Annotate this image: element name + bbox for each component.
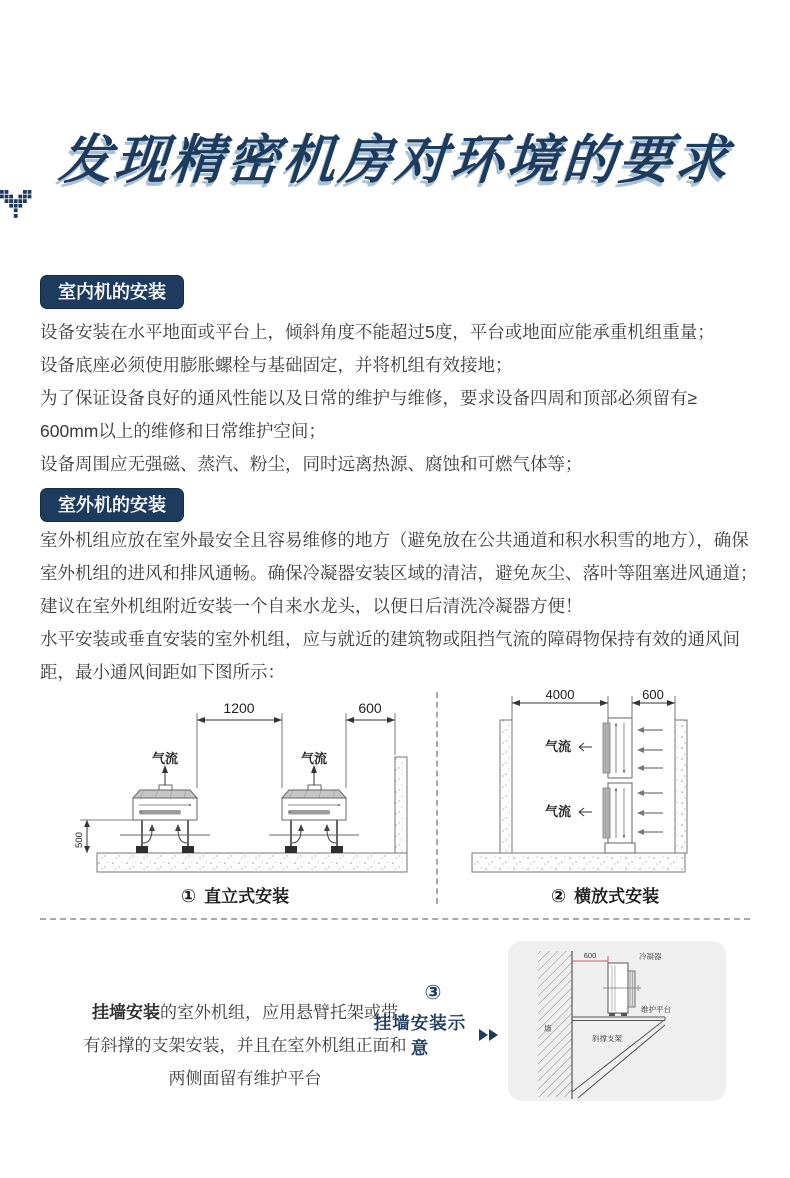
body-line: 室外机组应放在室外最安全且容易维修的地方（避免放在公共通道和积水积雪的地方），确保 (40, 530, 749, 550)
airflow-label: 气流 (300, 751, 328, 766)
outdoor-unit (269, 765, 359, 853)
circled-number: ② (550, 886, 567, 906)
bold-term: 挂墙安装 (92, 1003, 160, 1022)
left-arrow-icon (579, 743, 592, 751)
body-line: 距，最小通风间距如下图所示： (40, 662, 285, 682)
wall (500, 720, 512, 853)
dimension-label: 600 (642, 690, 664, 702)
body-line: 两侧面留有维护平台 (168, 1069, 322, 1088)
body-line: 600mm以上的维修和日常维护空间； (40, 421, 326, 441)
body-line: 设备周围应无强磁、蒸汽、粉尘，同时远离热源、腐蚀和可燃气体等； (40, 454, 583, 474)
body-line: 设备底座必须使用膨胀螺栓与基础固定，并将机组有效接地； (40, 355, 513, 375)
condenser-label: 冷凝器 (639, 952, 662, 961)
dotted-v-icon (0, 190, 34, 220)
wall-label: 墙 (544, 1024, 552, 1033)
airflow-label: 气流 (544, 739, 571, 754)
unit-pedestal (605, 843, 635, 853)
caption-text: 直立式安装 (204, 887, 290, 906)
left-arrow-icon (579, 808, 592, 816)
body-line: 水平安装或垂直安装的室外机组，应与就近的建筑物或阻挡气流的障碍物保持有效的通风间 (40, 629, 740, 649)
wall-mount-diagram-panel (508, 941, 726, 1101)
outdoor-unit (608, 718, 632, 778)
page-title: 发现精密机房对环境的要求 (56, 131, 733, 190)
airflow-label: 气流 (544, 804, 571, 819)
dimension-label: 600 (583, 951, 597, 960)
circled-number: ③ (424, 982, 442, 1004)
double-arrow-icon (479, 1029, 498, 1041)
section-badge-indoor: 室内机的安装 (40, 275, 184, 309)
ground-slab (97, 853, 407, 872)
caption-text: 横放式安装 (574, 887, 660, 906)
outdoor-paragraph (40, 524, 758, 689)
caption-stacked (455, 884, 755, 908)
wall (395, 757, 407, 853)
brace-label: 斜撑支架 (592, 1034, 622, 1043)
wall-mount-label: 挂墙安装示意 (373, 1013, 467, 1058)
body-line: 设备安装在水平地面或平台上，倾斜角度不能超过5度，平台或地面应能承重机组重量； (40, 322, 715, 342)
caption-upright (40, 884, 430, 908)
outdoor-unit (608, 783, 632, 843)
dimension-label: 600 (358, 700, 382, 716)
upright-installation-diagram (40, 695, 430, 880)
title-decoration (0, 190, 790, 220)
stacked-installation-diagram (455, 690, 755, 880)
wall (675, 720, 687, 853)
body-line-rest: 的室外机组，应用悬臂托架或带 (160, 1003, 398, 1022)
indoor-paragraph (40, 316, 755, 481)
airflow-arrows (638, 730, 663, 832)
circled-number: ① (180, 886, 197, 906)
dimension-label: 1200 (223, 700, 255, 716)
dimension-label: 4000 (545, 690, 575, 702)
outdoor-unit (120, 765, 210, 853)
body-line: 有斜撑的支架安装，并且在室外机组正面和 (83, 1036, 407, 1055)
airflow-label: 气流 (151, 751, 179, 766)
platform-label: 维护平台 (641, 1005, 671, 1014)
section-badge-outdoor: 室外机的安装 (40, 488, 184, 522)
horizontal-dashed-divider (40, 918, 750, 920)
wall-mount-callout (368, 980, 498, 1060)
body-line: 为了保证设备良好的通风性能以及日常的维护与维修，要求设备四周和顶部必须留有≥ (40, 388, 698, 408)
diagonal-brace (572, 1021, 663, 1092)
ground-slab (472, 853, 685, 872)
body-line: 建议在室外机组附近安装一个自来水龙头，以便日后清洗冷凝器方便！ (40, 596, 583, 616)
vertical-dashed-divider (436, 692, 438, 904)
body-line: 室外机组的进风和排风通畅。确保冷凝器安装区域的清洁，避免灰尘、落叶等阻塞进风通道； (40, 563, 758, 583)
dimension-label: 500 (74, 832, 85, 848)
